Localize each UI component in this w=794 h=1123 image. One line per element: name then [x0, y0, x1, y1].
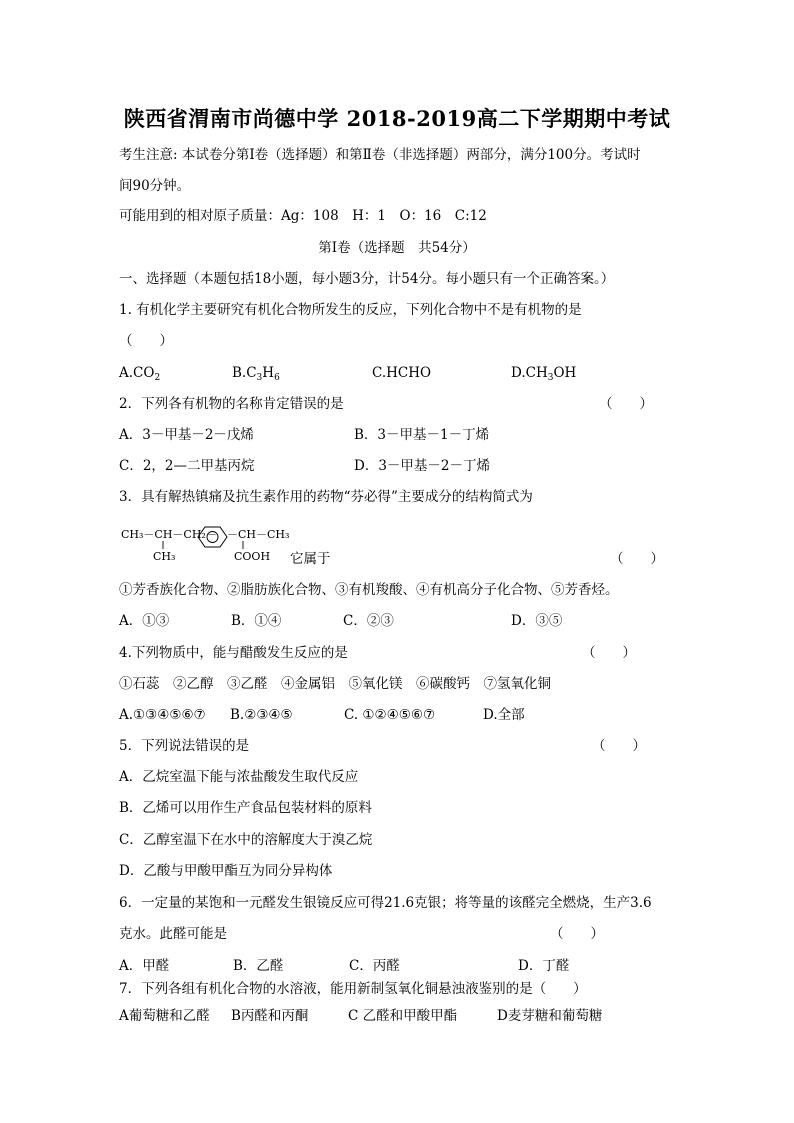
q6-answer-paren: （ ） [550, 926, 604, 942]
q3-option-c: C．②③ [343, 613, 394, 629]
q2-option-b: B．3－甲基－1－丁烯 [354, 427, 490, 443]
q1-stem: 1. 有机化学主要研究有机化合物所发生的反应，下列化合物中不是有机物的是 [119, 302, 582, 318]
q5-option-c: C．乙醇室温下在水中的溶解度大于溴乙烷 [119, 832, 373, 848]
q5-stem: 5．下列说法错误的是 [119, 738, 250, 754]
q2-option-d: D．3－甲基－2－丁烯 [354, 458, 491, 474]
q6-stem-line-2: 克水。此醛可能是 [119, 926, 227, 942]
q6-option-d: D．丁醛 [518, 958, 570, 974]
q3-option-b: B．①④ [231, 613, 282, 629]
q7-option-c: C 乙醛和甲酸甲酯 [348, 1008, 458, 1024]
q4-answer-paren: （ ） [582, 645, 636, 661]
q1-option-a: $A.CO_2$ [119, 365, 161, 383]
q5-option-b: B．乙烯可以用作生产食品包装材料的原料 [119, 800, 372, 816]
struct-left-chain: CH₃－CH－CH₂－ [121, 528, 217, 541]
q1-option-b: $B.C_3H_6$ [232, 365, 280, 383]
q7-option-b: B丙醛和丙酮 [231, 1008, 309, 1024]
q4-option-a: A.①③④⑤⑥⑦ [119, 707, 206, 723]
q4-option-b: B.②③④⑤ [230, 707, 293, 723]
section-heading: 一、选择题（本题包括18小题，每小题3分，计54分。每小题只有一个正确答案。） [119, 271, 615, 287]
q3-option-a: A．①③ [119, 613, 170, 629]
part1-heading: 第Ⅰ卷（选择题 共54分） [318, 240, 476, 256]
notice-line-1: 考生注意: 本试卷分第Ⅰ卷（选择题）和第Ⅱ卷（非选择题）两部分，满分100分。考试时 [119, 147, 641, 163]
ibuprofen-structure-formula [119, 524, 299, 568]
q2-option-c: C．2，2—二甲基丙烷 [119, 458, 255, 474]
notice-line-2: 间90分钟。 [119, 178, 191, 194]
exam-title: 陕西省渭南市尚德中学 2018-2019高二下学期期中考试 [123, 106, 671, 131]
q1-option-c: C.HCHO [372, 365, 432, 381]
struct-left-methyl: CH₃ [153, 550, 176, 563]
q7-option-d: D麦芽糖和葡萄糖 [497, 1008, 603, 1024]
q5-option-d: D．乙酸与甲酸甲酯互为同分异构体 [119, 863, 333, 879]
q2-answer-paren: （ ） [599, 396, 653, 412]
q3-stem: 3．具有解热镇痛及抗生素作用的药物“芬必得”主要成分的结构简式为 [119, 489, 533, 505]
q2-option-a: A．3－甲基－2－戊烯 [119, 427, 254, 443]
q1-answer-paren: （ ） [119, 333, 173, 349]
q4-items: ①石蕊 ②乙醇 ③乙醛 ④金属铝 ⑤氧化镁 ⑥碳酸钙 ⑦氢氧化铜 [119, 676, 551, 692]
q6-option-b: B．乙醛 [233, 958, 284, 974]
q7-stem: 7．下列各组有机化合物的水溶液，能用新制氢氧化铜悬浊液鉴别的是（ ） [119, 981, 587, 997]
q6-stem-line-1: 6．一定量的某饱和一元醛发生银镜反应可得21.6克银；将等量的该醛完全燃烧，生产3.6 [119, 895, 652, 911]
q4-option-c: C. ①②④⑤⑥⑦ [344, 707, 436, 723]
q5-answer-paren: （ ） [592, 738, 646, 754]
q5-option-a: A．乙烷室温下能与浓盐酸发生取代反应 [119, 769, 359, 785]
q3-choices: ①芳香族化合物、②脂肪族化合物、③有机羧酸、④有机高分子化合物、⑤芳香烃。 [119, 582, 619, 598]
q3-answer-paren: （ ） [610, 551, 664, 567]
q4-option-d: D.全部 [483, 707, 525, 723]
atomic-masses: 可能用到的相对原子质量：Ag：108 H：1 O：16 C:12 [119, 208, 487, 224]
q7-option-a: A葡萄糖和乙醛 [119, 1008, 210, 1024]
q6-option-c: C．丙醛 [349, 958, 400, 974]
q6-option-a: A．甲醛 [119, 958, 170, 974]
q3-option-d: D．③⑤ [511, 613, 563, 629]
struct-carboxyl: COOH [234, 550, 271, 563]
q3-tail: 它属于 [290, 551, 331, 567]
struct-right-chain: －CH－CH₃ [227, 528, 290, 541]
q2-stem: 2．下列各有机物的名称肯定错误的是 [119, 396, 344, 412]
q1-option-d: $D.CH_3OH$ [511, 365, 577, 383]
q4-stem: 4.下列物质中，能与醋酸发生反应的是 [119, 645, 348, 661]
